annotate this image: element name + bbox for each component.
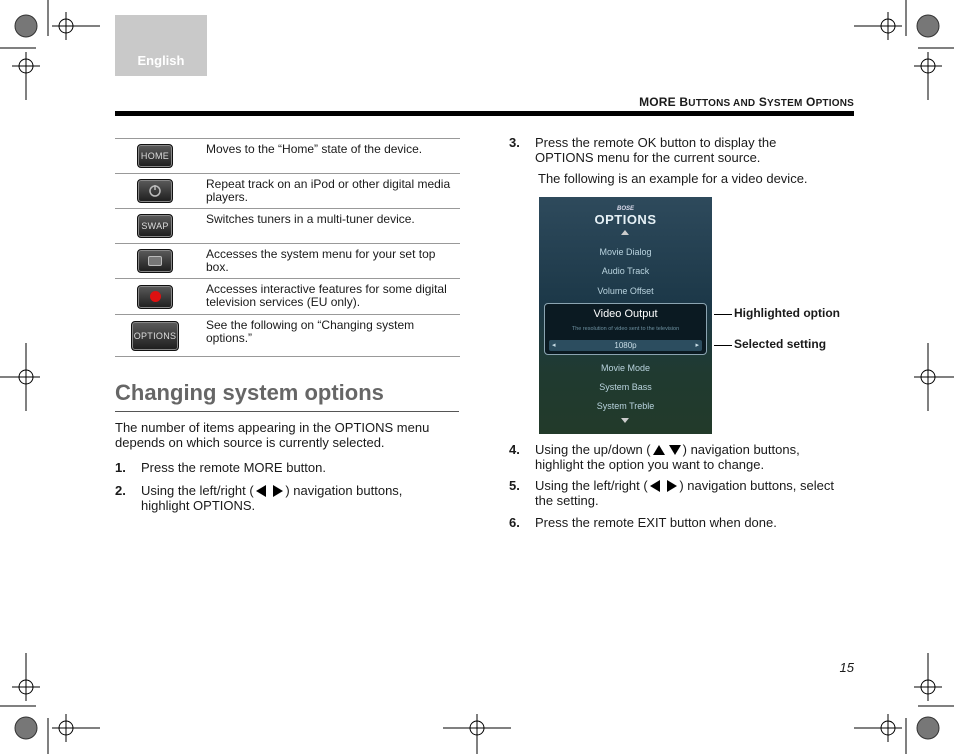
setting-bar [549,340,702,351]
callout-selected-setting: Selected setting [734,337,827,351]
table-row [115,278,460,314]
example-note: The following is an example for a video device. [538,171,808,186]
language-tab [115,15,207,76]
header-text-4: YSTEM [767,98,803,109]
menu-item: System Treble [596,401,655,411]
menu-item: Movie Dialog [599,247,652,257]
step-number: 4. [509,442,520,457]
up-arrow-icon [653,445,665,455]
down-arrow-icon [621,418,629,423]
step-text: Press the remote EXIT button when done. [535,515,777,530]
table-row [115,173,460,208]
title-rule [115,411,459,412]
home-button-label: HOME [137,144,173,168]
down-arrow-icon [669,445,681,455]
header-text-3: S [755,95,768,109]
step-text: Press the remote MORE button. [141,460,326,475]
options-button-icon [115,315,195,356]
page-number: 15 [839,660,854,675]
header-text-6: PTIONS [815,98,854,109]
up-arrow-icon [621,230,629,235]
step-text: Using the up/down ( ) navigation buttons, highlight the option you want to change. [535,442,800,472]
row-description: Accesses interactive features for some digital television services (EU only). [206,282,447,309]
swap-button-icon [115,209,195,243]
menu-button-icon [115,244,195,278]
header-rule [115,111,854,116]
red-button-icon [115,279,195,314]
callout-line [714,345,732,346]
repeat-button-icon [115,174,195,208]
header-text-5: O [802,95,816,109]
menu-item: Movie Mode [600,363,651,373]
menu-item: Volume Offset [597,286,654,296]
step-number: 6. [509,515,520,530]
left-arrow-icon [650,480,660,492]
table-row [115,208,460,243]
menu-item: Audio Track [601,266,650,276]
callout-line [714,314,732,315]
highlighted-option-box [544,303,707,355]
section-title: Changing system options [115,380,384,405]
callout-highlighted-option: Highlighted option [734,306,840,320]
step-number: 2. [115,483,126,498]
swap-button-label: SWAP [137,214,173,238]
right-arrow-icon [273,485,283,497]
home-button-icon [115,139,195,173]
right-arrow-icon: ▸ [695,342,699,349]
option-description: The resolution of video sent to the television [571,326,680,332]
header-text-1: MORE B [639,95,689,109]
step-number: 3. [509,135,520,150]
table-bottom-rule [115,356,460,357]
selected-setting: 1080p [614,341,637,350]
intro-paragraph: The number of items appearing in the OPTIONS menu depends on which source is currently selected. [115,420,430,450]
step-text: Using the left/right ( ) navigation buttons, highlight OPTIONS. [141,483,403,513]
left-arrow-icon [256,485,266,497]
step-number: 1. [115,460,126,475]
section-header [639,95,854,109]
right-arrow-icon [667,480,677,492]
header-text-2: UTTONS AND [688,98,756,109]
tv-title: OPTIONS [594,212,657,227]
row-description: See the following on “Changing system options.” [206,318,415,345]
options-button-label: OPTIONS [131,321,179,351]
highlighted-option: Video Output [593,308,658,320]
table-row [115,138,460,173]
row-description: Switches tuners in a multi-tuner device. [206,212,415,226]
menu-item: System Bass [599,382,652,392]
table-row [115,314,460,356]
table-row [115,243,460,278]
row-description: Repeat track on an iPod or other digital media players. [206,177,451,204]
left-arrow-icon: ◂ [552,342,556,349]
bose-logo: BOSE [616,206,634,212]
step-text: Using the left/right ( ) navigation buttons, select the setting. [535,478,834,508]
row-description: Accesses the system menu for your set top box. [206,247,436,274]
step-number: 5. [509,478,520,493]
language-label: English [137,53,185,68]
step-text: Press the remote OK button to display the OPTIONS menu for the current source. [535,135,777,165]
row-description: Moves to the “Home” state of the device. [206,142,423,156]
tv-options-screen [539,197,712,434]
button-table [115,138,460,357]
